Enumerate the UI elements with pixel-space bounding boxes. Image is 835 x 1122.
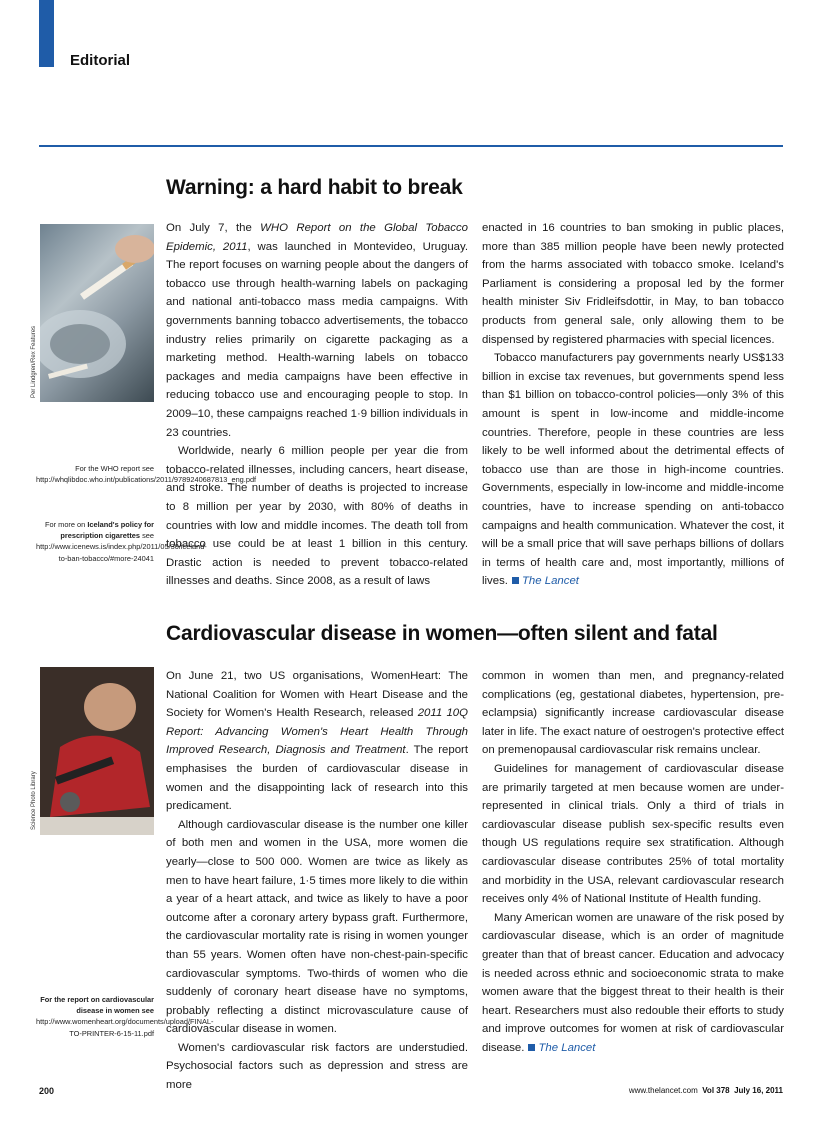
article1-column-2: [482, 219, 784, 591]
paragraph: [166, 667, 468, 816]
paragraph: Although cardiovascular disease is the number one killer of both men and women in the USA, more women die yearly—close to 500 000. Women are twice as likely as men to have heart failure, 1·5 times more likely to die within a year of a heart attack, and twice as likely to have a poor outcome after a coronary artery bypass graft. Furthermore, the cardiovascular mortality rate is rising in women younger than 55 years. Women often have non-chest-pain-specific cardiovascular symptoms. Two-thirds of women who die suddenly of coronary heart disease have no symptoms, probably reflecting a distinct microvasculature cause of cardiovascular disease in women.: [166, 818, 468, 1036]
paragraph: [482, 349, 784, 591]
article2-side-note-report: [36, 994, 214, 1039]
article1-image-credit: Per Lindgren/Rex Features: [31, 325, 37, 398]
end-mark-icon: [528, 1044, 535, 1051]
paragraph: Women's cardiovascular risk factors are understudied. Psychosocial factors such as depression and stress are more: [166, 1041, 468, 1092]
end-mark-icon: [512, 577, 519, 584]
text-run: . The report emphasises the burden of cardiovascular disease in women and the disappointing lack of research into this predicament.: [166, 744, 469, 813]
article2-photo: [40, 667, 154, 835]
footer-citation: [629, 1086, 783, 1095]
issue-date: July 16, 2011: [734, 1086, 783, 1095]
article1-title: Warning: a hard habit to break: [166, 176, 463, 199]
article1-column-1: [166, 219, 468, 591]
paragraph: Guidelines for management of cardiovascular disease are primarily targeted at men because women are under-represented in clinical trials. Only a third of trials in cardiovascular disease publish sex-specific results even though US regulations require sex stratification. Although cardiovascular disease contributes 25% of total mortality and morbidity in the USA, relevant cardiovascular research receives only 4% of National Institute of Health funding.: [482, 762, 784, 906]
text-run: Tobacco manufacturers pay governments nearly US$133 billion in excise tax revenues, but governments spend less than $1 billion on tobacco-control policies—only 3% of this amount is spent in low-income and middle-income countries. Therefore, people in these countries are less likely to be well informed about the detrimental effects of tobacco use than are those in high-income countries. Governments, especially in low-income and middle-income countries, have to increase spending on anti-tobacco campaigns and health communication. Whatever the cost, it will be a small price that will save perhaps billions of dollars in terms of health care and, most importantly, millions of lives.: [482, 352, 784, 588]
paragraph: common in women than men, and pregnancy-related complications (eg, gestational diabetes, hypertension, pre-eclampsia) significantly increase cardiovascular disease later in life. The exact nature of oestrogen's protective effect on premenopausal cardiovascular risk remains unclear.: [482, 670, 784, 757]
page-number: 200: [39, 1086, 55, 1096]
side-note-lead: For the WHO report see: [75, 464, 154, 473]
paragraph: enacted in 16 countries to ban smoking in public places, more than 385 million people have been newly protected from the harms associated with tobacco smoke. Iceland's Parliament is considering a proposal led by the former health minister Siv Fridleifsdottir, in May, to ban tobacco products from general sale, only allowing them to be dispensed by registered pharmacies with special licences.: [482, 222, 784, 346]
signature: The Lancet: [538, 1041, 596, 1054]
text-run: On July 7, the: [166, 222, 261, 234]
side-note-lead: For the report on cardiovascular disease in women see: [40, 995, 154, 1016]
side-note-link[interactable]: http://whqlibdoc.who.int/publications/2011/9789240687813_eng.pdf: [36, 475, 257, 485]
report-title: 2011 10Q Report: Advancing Women's Heart Health Through Improved Research, Diagnosis and Treatment: [166, 707, 468, 757]
article2-title: Cardiovascular disease in women—often silent and fatal: [166, 622, 718, 645]
side-note-link[interactable]: http://www.womenheart.org/documents/upload/FINAL-TO-PRINTER-6-15-11.pdf: [36, 1017, 214, 1038]
header-rule: [39, 145, 783, 147]
side-note-lead: Iceland's policy for prescription cigarettes: [60, 520, 154, 541]
section-label: Editorial: [70, 52, 131, 69]
signature: The Lancet: [521, 575, 579, 588]
patient-photo-illustration: [40, 667, 154, 835]
cigarette-photo-illustration: [40, 224, 154, 402]
paragraph: [482, 909, 784, 1058]
paragraph: Worldwide, nearly 6 million people per year die from tobacco-related illnesses, including cancers, heart disease, and stroke. The number of deaths is projected to increase to 8 million per year by 2030, with 80% of deaths in countries with low and middle incomes. The death toll from tobacco use could be at least 1 billion in this century. Drastic action is needed to prevent tobacco-related illnesses and deaths. Since 2008, as a result of laws: [166, 445, 468, 588]
text-run: On June 21, two US organisations, WomenHeart: The National Coalition for Women with Heart Disease and the Society for Women's Health Research, released: [166, 670, 468, 720]
article2-column-2: [482, 667, 784, 1059]
report-title: WHO Report on the Global Tobacco Epidemic, 2011: [166, 222, 468, 253]
paragraph: [166, 219, 468, 442]
article1-side-note-iceland: [36, 519, 207, 564]
text-run: Many American women are unaware of the risk posed by cardiovascular disease, which is an order of magnitude greater than that of breast cancer. Education and advocacy is needed across ethnic and socioeconomic strata to make women aware that the biggest threat to their health is their heart. Researchers must also redouble their efforts to study and improve outcomes for women at risk of cardiovascular disease.: [482, 911, 784, 1054]
article1-photo: [40, 224, 154, 402]
article1-side-note-who: [36, 463, 257, 485]
article2-image-credit: Science Photo Library: [31, 771, 37, 830]
volume: Vol 378: [702, 1086, 730, 1095]
article2-column-1: [166, 667, 469, 1092]
side-note-prefix: For more on: [45, 520, 88, 529]
site-link[interactable]: www.thelancet.com: [628, 1086, 698, 1095]
section-accent-bar: [39, 0, 54, 67]
text-run: , was launched in Montevideo, Uruguay. The report focuses on warning people about the dangers of tobacco use through health-warning labels on packaging and national anti-tobacco mass media campaigns. With governments banning tobacco advertisements, the tobacco industry relies primarily on cigarette packaging as a marketing method. Health-warning labels on tobacco packages and media campaigns have been effective in reducing tobacco use and encouraging people to stop. In 2009–10, these campaigns reached 1·9 billion individuals in 23 countries.: [166, 240, 468, 439]
side-note-link[interactable]: see http://www.icenews.is/index.php/2011/05/30/iceland-to-ban-tobacco/#more-24041: [36, 531, 207, 563]
